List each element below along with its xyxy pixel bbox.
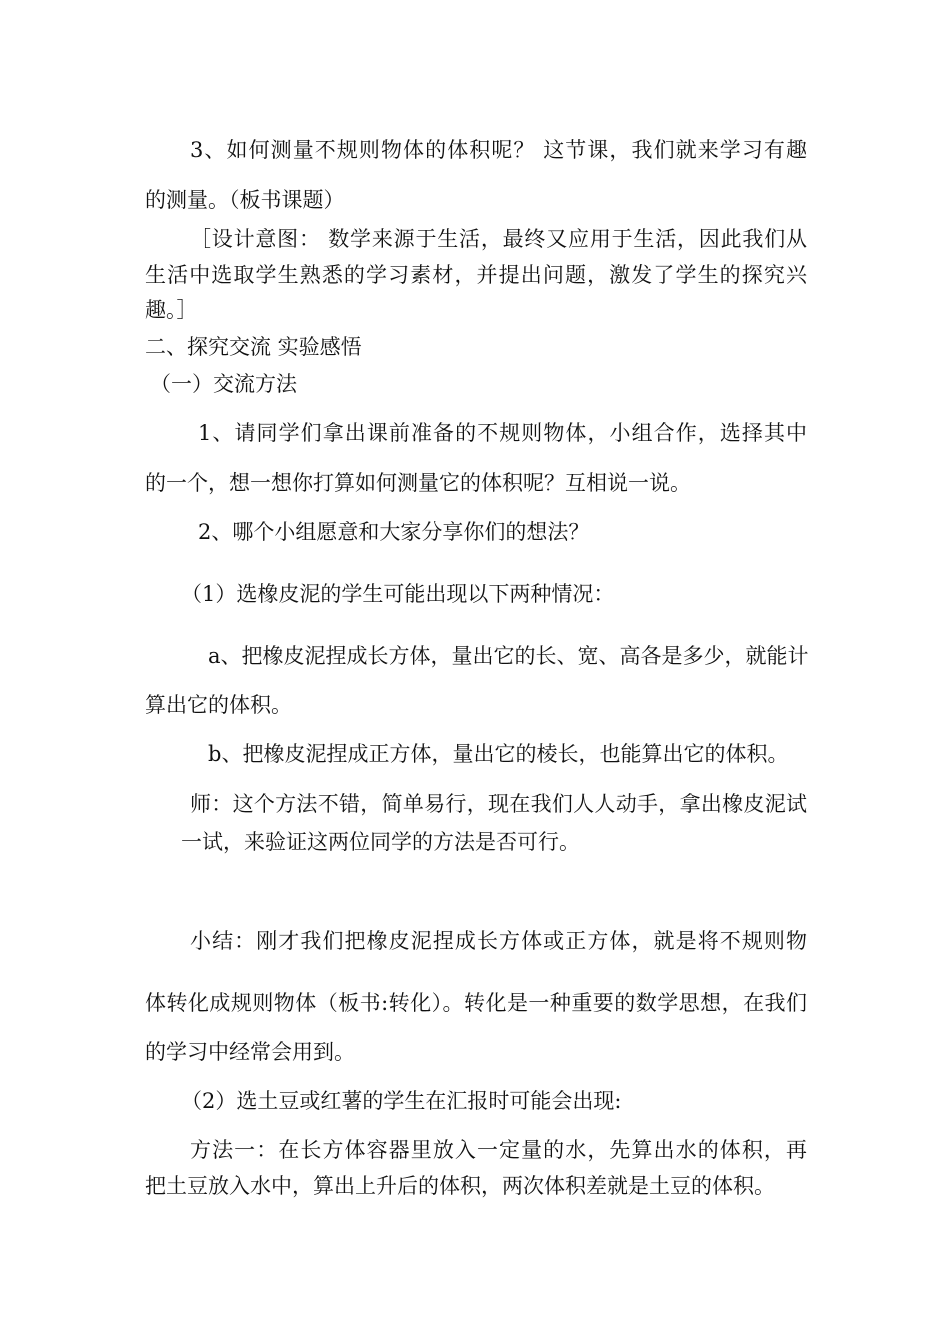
paragraph-line: （1）选橡皮泥的学生可能出现以下两种情况： <box>181 582 615 606</box>
paragraph-line: 的测量。（板书课题） <box>145 188 345 212</box>
design-intent-line: 生活中选取学生熟悉的学习素材，并提出问题，激发了学生的探究兴 <box>145 263 807 287</box>
method-line: 把土豆放入水中，算出上升后的体积，两次体积差就是土豆的体积。 <box>145 1174 775 1198</box>
paragraph-line: 2、哪个小组愿意和大家分享你们的想法？ <box>198 520 590 544</box>
design-intent-line: ［设计意图： 数学来源于生活，最终又应用于生活，因此我们从 <box>190 227 807 251</box>
summary-line: 的学习中经常会用到。 <box>145 1040 355 1064</box>
paragraph-line: 3、如何测量不规则物体的体积呢？ 这节课，我们就来学习有趣 <box>190 138 807 162</box>
paragraph-line: 的一个，想一想你打算如何测量它的体积呢？互相说一说。 <box>145 471 691 495</box>
teacher-line: 一试，来验证这两位同学的方法是否可行。 <box>181 830 580 854</box>
paragraph-line: a、把橡皮泥捏成长方体，量出它的长、宽、高各是多少，就能计 <box>208 644 809 668</box>
paragraph-line: 1、请同学们拿出课前准备的不规则物体，小组合作，选择其中 <box>198 421 807 445</box>
paragraph-line: （2）选土豆或红薯的学生在汇报时可能会出现: <box>181 1089 622 1113</box>
subsection-heading: （一）交流方法 <box>150 372 297 396</box>
design-intent-line: 趣。］ <box>145 298 198 322</box>
summary-line: 小结：刚才我们把橡皮泥捏成长方体或正方体，就是将不规则物 <box>190 929 807 953</box>
paragraph-line: 算出它的体积。 <box>145 693 292 717</box>
paragraph-line: b、把橡皮泥捏成正方体，量出它的棱长，也能算出它的体积。 <box>208 742 789 766</box>
section-heading: 二、探究交流 实验感悟 <box>145 335 362 359</box>
summary-line: 体转化成规则物体（板书:转化）。转化是一种重要的数学思想，在我们 <box>145 991 807 1015</box>
method-line: 方法一：在长方体容器里放入一定量的水，先算出水的体积，再 <box>190 1138 807 1162</box>
teacher-line: 师：这个方法不错，简单易行，现在我们人人动手，拿出橡皮泥试 <box>190 792 807 816</box>
